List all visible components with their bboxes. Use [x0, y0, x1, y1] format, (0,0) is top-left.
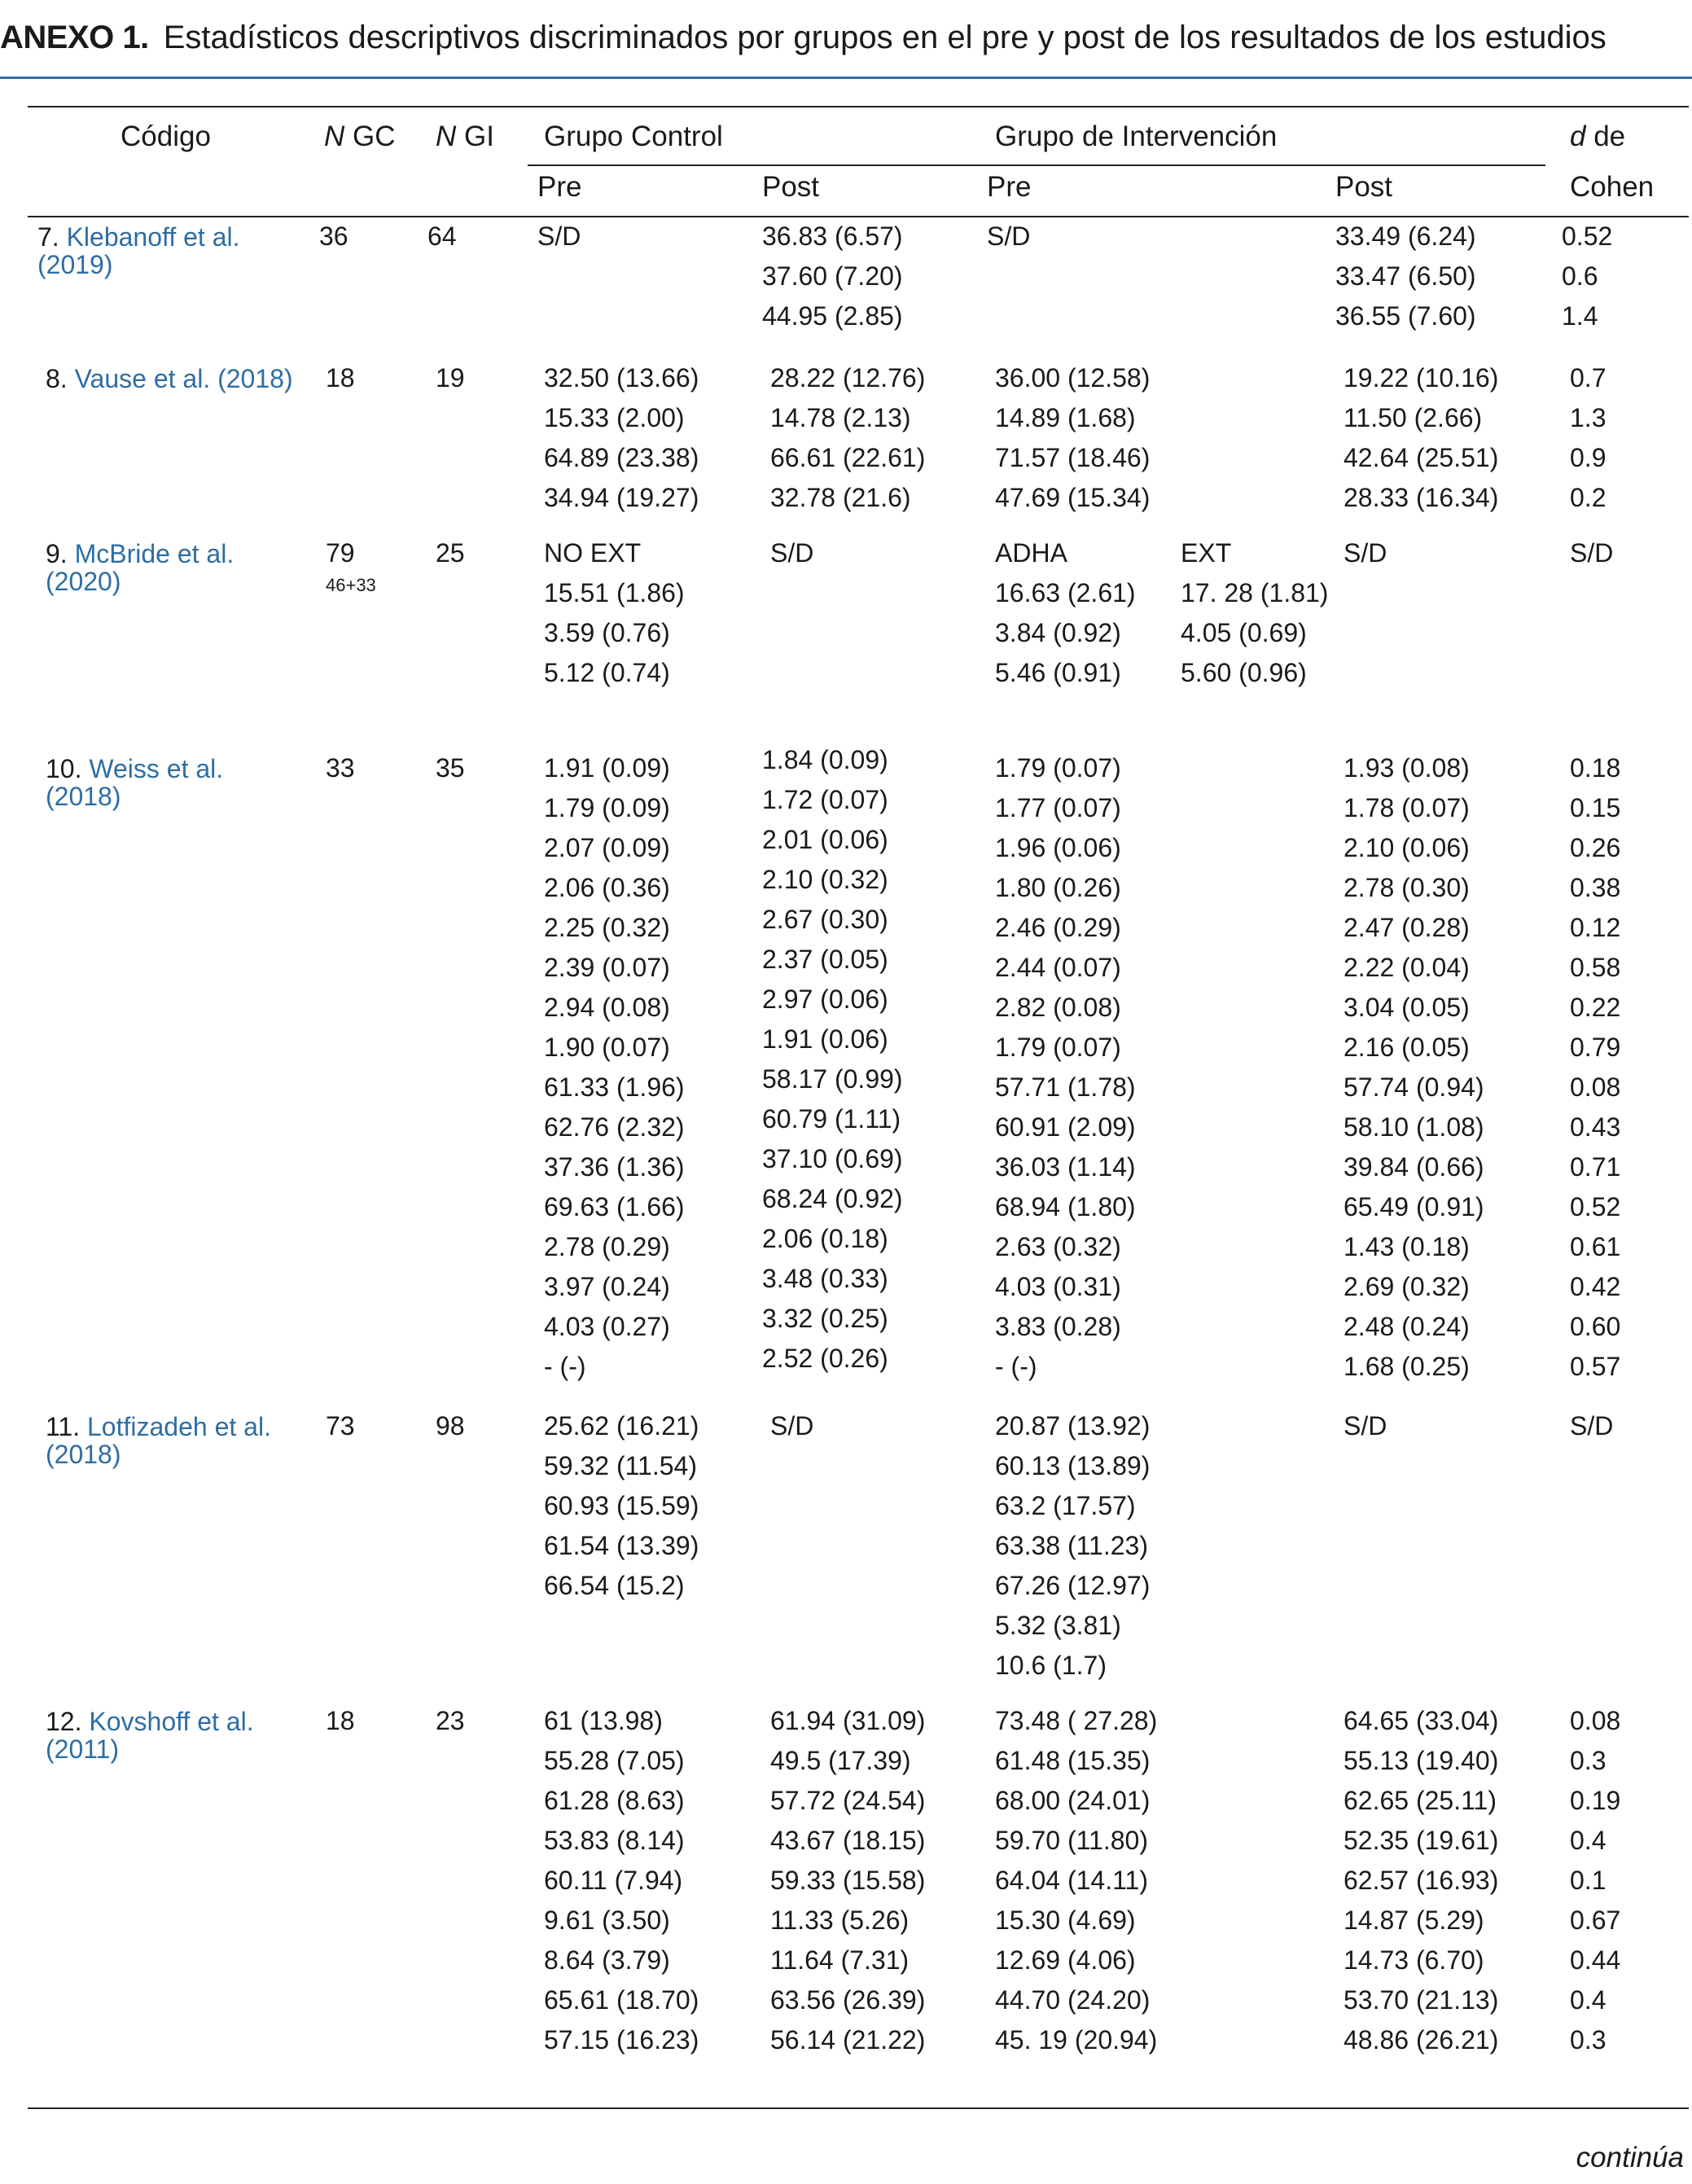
value-cell: 1.3 [1570, 403, 1607, 432]
value-cell: 17. 28 (1.81) [1181, 578, 1329, 607]
header-post-gc: Post [762, 171, 820, 203]
value-cell: - (-) [544, 1352, 586, 1381]
group-sub-rule [528, 164, 1545, 166]
study-citation-link[interactable]: Weiss et al. [89, 754, 224, 783]
value-cell: 1.79 (0.07) [995, 1033, 1121, 1062]
value-cell: 8.64 (3.79) [544, 1945, 670, 1975]
n-gi-value: 64 [427, 221, 457, 251]
value-cell: 60.13 (13.89) [995, 1451, 1151, 1480]
value-cell: 61.28 (8.63) [544, 1786, 685, 1815]
gc-post-column [762, 217, 903, 336]
value-cell: 60.11 (7.94) [544, 1866, 683, 1895]
d-column [1570, 1406, 1613, 1446]
d-column [1570, 748, 1620, 1387]
study-code [37, 223, 239, 278]
value-cell: 0.38 [1570, 873, 1621, 902]
value-cell: 62.65 (25.11) [1344, 1786, 1497, 1815]
study-year-link[interactable]: (2011) [46, 1734, 120, 1764]
value-cell: 66.54 (15.2) [544, 1571, 685, 1600]
gc-pre-column [544, 533, 685, 693]
value-cell: 63.38 (11.23) [995, 1531, 1148, 1560]
value-cell: 42.64 (25.51) [1344, 443, 1499, 472]
value-cell: 0.60 [1570, 1312, 1621, 1341]
value-cell: 2.10 (0.06) [1344, 833, 1470, 862]
value-cell: 62.57 (16.93) [1344, 1866, 1499, 1895]
value-cell: 1.91 (0.09) [544, 753, 670, 783]
value-cell: 44.70 (24.20) [995, 1985, 1151, 2015]
value-cell: 2.78 (0.30) [1344, 873, 1470, 902]
annex-caption: Estadísticos descriptivos discriminados por grupos en el pre y post de los resultados de los estudios [163, 20, 1607, 55]
value-cell: 15.30 (4.69) [995, 1906, 1136, 1935]
gi-pre-column [995, 533, 1136, 693]
value-cell: 2.46 (0.29) [995, 913, 1121, 942]
value-cell: 25.62 (16.21) [544, 1411, 699, 1441]
header-grupo-control: Grupo Control [544, 121, 723, 152]
value-cell: 1.78 (0.07) [1344, 793, 1470, 822]
value-cell: 0.67 [1570, 1906, 1621, 1935]
value-cell: 2.52 (0.26) [762, 1344, 888, 1373]
d-column [1570, 1701, 1620, 2060]
value-cell: ADHA [995, 538, 1067, 568]
value-cell: 1.79 (0.09) [544, 793, 670, 822]
value-cell: 19.22 (10.16) [1344, 363, 1499, 393]
gc-pre-column [544, 1701, 699, 2060]
value-cell: 69.63 (1.66) [544, 1192, 685, 1221]
value-cell: 68.00 (24.01) [995, 1786, 1151, 1815]
value-cell: NO EXT [544, 538, 642, 568]
gi-pre-column [995, 1406, 1150, 1686]
value-cell: 28.22 (12.76) [770, 363, 926, 393]
value-cell: 2.82 (0.08) [995, 993, 1121, 1022]
value-cell: 59.33 (15.58) [770, 1866, 926, 1895]
value-cell: 1.43 (0.18) [1344, 1232, 1470, 1261]
value-cell: 0.79 [1570, 1033, 1621, 1062]
value-cell: 3.97 (0.24) [544, 1272, 670, 1301]
study-citation-link[interactable]: Klebanoff et al. [66, 222, 240, 252]
value-cell: 68.24 (0.92) [762, 1184, 903, 1213]
value-cell: 65.61 (18.70) [544, 1985, 699, 2015]
value-cell: S/D [1344, 538, 1387, 568]
value-cell: 59.70 (11.80) [995, 1826, 1148, 1855]
value-cell: 11.33 (5.26) [770, 1906, 910, 1935]
header-n-gi: N GI [436, 121, 494, 152]
value-cell: 0.4 [1570, 1826, 1607, 1855]
value-cell: 2.94 (0.08) [544, 993, 670, 1022]
value-cell: 0.71 [1570, 1152, 1621, 1182]
value-cell: 2.97 (0.06) [762, 985, 888, 1014]
value-cell: 2.47 (0.28) [1344, 913, 1470, 942]
value-cell: 58.10 (1.08) [1344, 1112, 1484, 1142]
value-cell: 32.50 (13.66) [544, 363, 699, 393]
value-cell: 0.3 [1570, 1746, 1607, 1775]
value-cell: 1.68 (0.25) [1344, 1352, 1470, 1381]
gi-pre-column [995, 358, 1150, 518]
n-gi-value: 23 [436, 1706, 465, 1735]
value-cell: 11.50 (2.66) [1344, 403, 1483, 432]
gi-post-column [1344, 748, 1484, 1387]
gi-pre-column [995, 748, 1136, 1387]
gi-post-column [1344, 1406, 1387, 1446]
gc-post-column [770, 533, 813, 573]
value-cell: 2.01 (0.06) [762, 825, 888, 854]
value-cell: 0.61 [1570, 1232, 1621, 1261]
study-code [46, 365, 293, 393]
value-cell: 0.15 [1570, 793, 1621, 822]
value-cell: 63.2 (17.57) [995, 1491, 1136, 1520]
value-cell: 57.72 (24.54) [770, 1786, 926, 1815]
continua-note: continúa [1576, 2142, 1684, 2173]
value-cell: 2.44 (0.07) [995, 953, 1121, 982]
study-citation-link[interactable]: Kovshoff et al. [89, 1707, 254, 1736]
value-cell: S/D [987, 221, 1031, 251]
value-cell: 1.4 [1562, 301, 1598, 331]
value-cell: 71.57 (18.46) [995, 443, 1151, 472]
gi-pre-column [987, 217, 1030, 257]
gc-post-column [770, 1701, 925, 2060]
value-cell: 0.08 [1570, 1706, 1621, 1735]
value-cell: 14.78 (2.13) [770, 403, 911, 432]
value-cell: 11.64 (7.31) [770, 1945, 910, 1975]
gc-pre-column [537, 217, 581, 257]
value-cell: 2.10 (0.32) [762, 865, 888, 894]
value-cell: 9.61 (3.50) [544, 1906, 670, 1935]
gi-post-column [1344, 533, 1387, 573]
value-cell: 61.33 (1.96) [544, 1072, 685, 1102]
value-cell: 2.16 (0.05) [1344, 1033, 1470, 1062]
value-cell: 1.80 (0.26) [995, 873, 1121, 902]
value-cell: 60.79 (1.11) [762, 1104, 901, 1134]
study-number: 9. [46, 539, 68, 568]
value-cell: 12.69 (4.06) [995, 1945, 1136, 1975]
gc-post-column [770, 1406, 813, 1446]
value-cell: 2.67 (0.30) [762, 905, 888, 934]
study-code [46, 1708, 254, 1763]
gc-pre-column [544, 1406, 699, 1606]
value-cell: 15.33 (2.00) [544, 403, 685, 432]
d-column [1562, 217, 1612, 336]
value-cell: 59.32 (11.54) [544, 1451, 697, 1480]
gi-post-column [1344, 1701, 1498, 2060]
value-cell: 15.51 (1.86) [544, 578, 685, 607]
header-n-gc: N GC [324, 121, 396, 152]
value-cell: 0.58 [1570, 953, 1621, 982]
value-cell: 5.60 (0.96) [1181, 658, 1307, 687]
header-codigo: Código [121, 121, 211, 152]
value-cell: 2.39 (0.07) [544, 953, 670, 982]
value-cell: 14.87 (5.29) [1344, 1906, 1484, 1935]
study-citation-link[interactable]: Lotfizadeh et al. [87, 1412, 271, 1441]
value-cell: 1.84 (0.09) [762, 745, 888, 774]
value-cell: 5.12 (0.74) [544, 658, 670, 687]
value-cell: 28.33 (16.34) [1344, 483, 1499, 512]
d-column [1570, 358, 1606, 518]
header-post-gi: Post [1335, 171, 1393, 203]
value-cell: 4.05 (0.69) [1181, 618, 1307, 647]
study-year-link[interactable]: (2018) [46, 1440, 121, 1469]
gc-post-column [762, 740, 903, 1379]
header-pre-gi: Pre [987, 171, 1032, 203]
value-cell: 3.83 (0.28) [995, 1312, 1121, 1341]
value-cell: 64.89 (23.38) [544, 443, 699, 472]
value-cell: 33.49 (6.24) [1335, 221, 1476, 251]
annex-label: ANEXO 1. [0, 20, 149, 55]
study-code [46, 1413, 271, 1468]
value-cell: 2.25 (0.32) [544, 913, 670, 942]
table-bottom-rule [28, 2107, 1689, 2109]
value-cell: 62.76 (2.32) [544, 1112, 685, 1142]
value-cell: 36.83 (6.57) [762, 221, 903, 251]
value-cell: 3.32 (0.25) [762, 1304, 888, 1333]
value-cell: 16.63 (2.61) [995, 578, 1136, 607]
value-cell: 36.03 (1.14) [995, 1152, 1136, 1182]
n-gc-value: 73 [326, 1411, 355, 1441]
study-code [46, 755, 223, 810]
value-cell: 1.72 (0.07) [762, 785, 888, 814]
n-gc-breakdown: 46+33 [326, 575, 376, 595]
value-cell: 55.28 (7.05) [544, 1746, 685, 1775]
value-cell: 1.90 (0.07) [544, 1033, 670, 1062]
value-cell: 36.55 (7.60) [1335, 301, 1476, 331]
value-cell: S/D [770, 538, 814, 568]
value-cell: 37.10 (0.69) [762, 1144, 903, 1173]
table-top-rule [28, 106, 1689, 107]
value-cell: 0.57 [1570, 1352, 1621, 1381]
value-cell: 73.48 ( 27.28) [995, 1706, 1158, 1735]
n-gc-value: 18 [326, 363, 355, 393]
value-cell: 43.67 (18.15) [770, 1826, 926, 1855]
value-cell: 0.08 [1570, 1072, 1621, 1102]
value-cell: 1.96 (0.06) [995, 833, 1121, 862]
value-cell: 2.06 (0.18) [762, 1224, 888, 1253]
header-d-de: d de [1570, 121, 1626, 152]
value-cell: 2.48 (0.24) [1344, 1312, 1470, 1341]
gi-post-column [1335, 217, 1476, 336]
value-cell: 63.56 (26.39) [770, 1985, 926, 2015]
value-cell: 2.69 (0.32) [1344, 1272, 1470, 1301]
value-cell: 0.42 [1570, 1272, 1621, 1301]
value-cell: 60.91 (2.09) [995, 1112, 1136, 1142]
value-cell: 68.94 (1.80) [995, 1192, 1136, 1221]
value-cell: S/D [1570, 538, 1614, 568]
value-cell: 0.22 [1570, 993, 1621, 1022]
study-number: 11. [46, 1412, 81, 1441]
value-cell: 34.94 (19.27) [544, 483, 699, 512]
value-cell: S/D [1344, 1411, 1387, 1441]
value-cell: 2.06 (0.36) [544, 873, 670, 902]
value-cell: 61.54 (13.39) [544, 1531, 699, 1560]
value-cell: 60.93 (15.59) [544, 1491, 699, 1520]
value-cell: 0.9 [1570, 443, 1607, 472]
study-number: 8. [46, 364, 68, 393]
value-cell: 64.04 (14.11) [995, 1866, 1148, 1895]
value-cell: EXT [1181, 538, 1232, 568]
value-cell: 3.04 (0.05) [1344, 993, 1470, 1022]
d-column [1570, 533, 1613, 573]
gi-pre-column [995, 1701, 1157, 2060]
n-gc-value: 79 46+33 [326, 533, 376, 598]
value-cell: 66.61 (22.61) [770, 443, 926, 472]
value-cell: S/D [1570, 1411, 1614, 1441]
study-code [46, 540, 234, 595]
study-citation-link[interactable]: McBride et al. [74, 539, 235, 568]
value-cell: 0.4 [1570, 1985, 1607, 2015]
table-title [0, 15, 1692, 60]
value-cell: 53.83 (8.14) [544, 1826, 685, 1855]
gi-pre2-column [1181, 533, 1328, 693]
value-cell: 2.63 (0.32) [995, 1232, 1121, 1261]
value-cell: 4.03 (0.31) [995, 1272, 1121, 1301]
value-cell: 37.36 (1.36) [544, 1152, 685, 1182]
value-cell: 0.52 [1570, 1192, 1621, 1221]
value-cell: - (-) [995, 1352, 1037, 1381]
value-cell: 47.69 (15.34) [995, 483, 1151, 512]
value-cell: 0.44 [1570, 1945, 1621, 1975]
value-cell: 0.6 [1562, 261, 1598, 291]
n-gi-value: 98 [436, 1411, 465, 1441]
value-cell: 0.26 [1570, 833, 1621, 862]
study-year-link[interactable]: (2018) [46, 782, 121, 811]
gc-pre-column [544, 358, 699, 518]
n-gi-value: 35 [436, 753, 465, 783]
value-cell: 1.93 (0.08) [1344, 753, 1470, 783]
value-cell: 61.94 (31.09) [770, 1706, 926, 1735]
value-cell: 44.95 (2.85) [762, 301, 903, 331]
value-cell: 1.77 (0.07) [995, 793, 1121, 822]
value-cell: 61.48 (15.35) [995, 1746, 1151, 1775]
value-cell: 57.74 (0.94) [1344, 1072, 1484, 1102]
value-cell: S/D [770, 1411, 814, 1441]
value-cell: 36.00 (12.58) [995, 363, 1151, 393]
value-cell: 2.22 (0.04) [1344, 953, 1470, 982]
value-cell: 1.79 (0.07) [995, 753, 1121, 783]
value-cell: 0.52 [1562, 221, 1613, 251]
value-cell: 52.35 (19.61) [1344, 1826, 1499, 1855]
value-cell: 4.03 (0.27) [544, 1312, 670, 1341]
value-cell: 0.12 [1570, 913, 1621, 942]
value-cell: 14.73 (6.70) [1344, 1945, 1484, 1975]
value-cell: 0.18 [1570, 753, 1621, 783]
study-year-link[interactable]: (2019) [37, 250, 113, 279]
value-cell: 2.37 (0.05) [762, 945, 888, 974]
value-cell: 0.7 [1570, 363, 1607, 393]
study-number: 7. [37, 222, 59, 252]
value-cell: 10.6 (1.7) [995, 1651, 1107, 1680]
study-number: 12. [46, 1707, 82, 1736]
header-grupo-intervencion: Grupo de Intervención [995, 121, 1278, 152]
n-gi-value: 19 [436, 363, 465, 393]
value-cell: 32.78 (21.6) [770, 483, 911, 512]
value-cell: 39.84 (0.66) [1344, 1152, 1484, 1182]
value-cell: 3.84 (0.92) [995, 618, 1121, 647]
value-cell: 0.2 [1570, 483, 1607, 512]
value-cell: 33.47 (6.50) [1335, 261, 1476, 291]
value-cell: 14.89 (1.68) [995, 403, 1136, 432]
n-gc-value: 36 [319, 221, 348, 251]
study-citation-link[interactable]: Vause et al. (2018) [74, 364, 293, 393]
value-cell: 1.91 (0.06) [762, 1024, 888, 1054]
value-cell: 49.5 (17.39) [770, 1746, 911, 1775]
value-cell: 56.14 (21.22) [770, 2025, 926, 2055]
n-gi-value: 25 [436, 538, 465, 568]
value-cell: 2.78 (0.29) [544, 1232, 670, 1261]
study-number: 10. [46, 754, 82, 783]
value-cell: 2.07 (0.09) [544, 833, 670, 862]
value-cell: 0.19 [1570, 1786, 1621, 1815]
value-cell: 3.48 (0.33) [762, 1264, 888, 1293]
value-cell: 57.71 (1.78) [995, 1072, 1136, 1102]
study-year-link[interactable]: (2020) [46, 567, 121, 596]
value-cell: 57.15 (16.23) [544, 2025, 699, 2055]
value-cell: 0.3 [1570, 2025, 1607, 2055]
n-gc-value: 33 [326, 753, 355, 783]
value-cell: 55.13 (19.40) [1344, 1746, 1499, 1775]
gc-pre-column [544, 748, 685, 1387]
value-cell: 61 (13.98) [544, 1706, 663, 1735]
title-divider [0, 77, 1692, 79]
value-cell: 37.60 (7.20) [762, 261, 903, 291]
n-gc-value: 18 [326, 1706, 355, 1735]
value-cell: S/D [537, 221, 581, 251]
value-cell: 53.70 (21.13) [1344, 1985, 1499, 2015]
gi-post-column [1344, 358, 1498, 518]
gc-post-column [770, 358, 925, 518]
value-cell: 5.32 (3.81) [995, 1611, 1121, 1640]
value-cell: 45. 19 (20.94) [995, 2025, 1158, 2055]
value-cell: 3.59 (0.76) [544, 618, 670, 647]
value-cell: 5.46 (0.91) [995, 658, 1121, 687]
header-cohen: Cohen [1570, 171, 1655, 203]
header-pre-gc: Pre [537, 171, 582, 203]
value-cell: 64.65 (33.04) [1344, 1706, 1499, 1735]
value-cell: 20.87 (13.92) [995, 1411, 1151, 1441]
value-cell: 67.26 (12.97) [995, 1571, 1151, 1600]
value-cell: 0.1 [1570, 1866, 1607, 1895]
value-cell: 48.86 (26.21) [1344, 2025, 1499, 2055]
value-cell: 0.43 [1570, 1112, 1621, 1142]
value-cell: 58.17 (0.99) [762, 1064, 903, 1094]
value-cell: 65.49 (0.91) [1344, 1192, 1484, 1221]
